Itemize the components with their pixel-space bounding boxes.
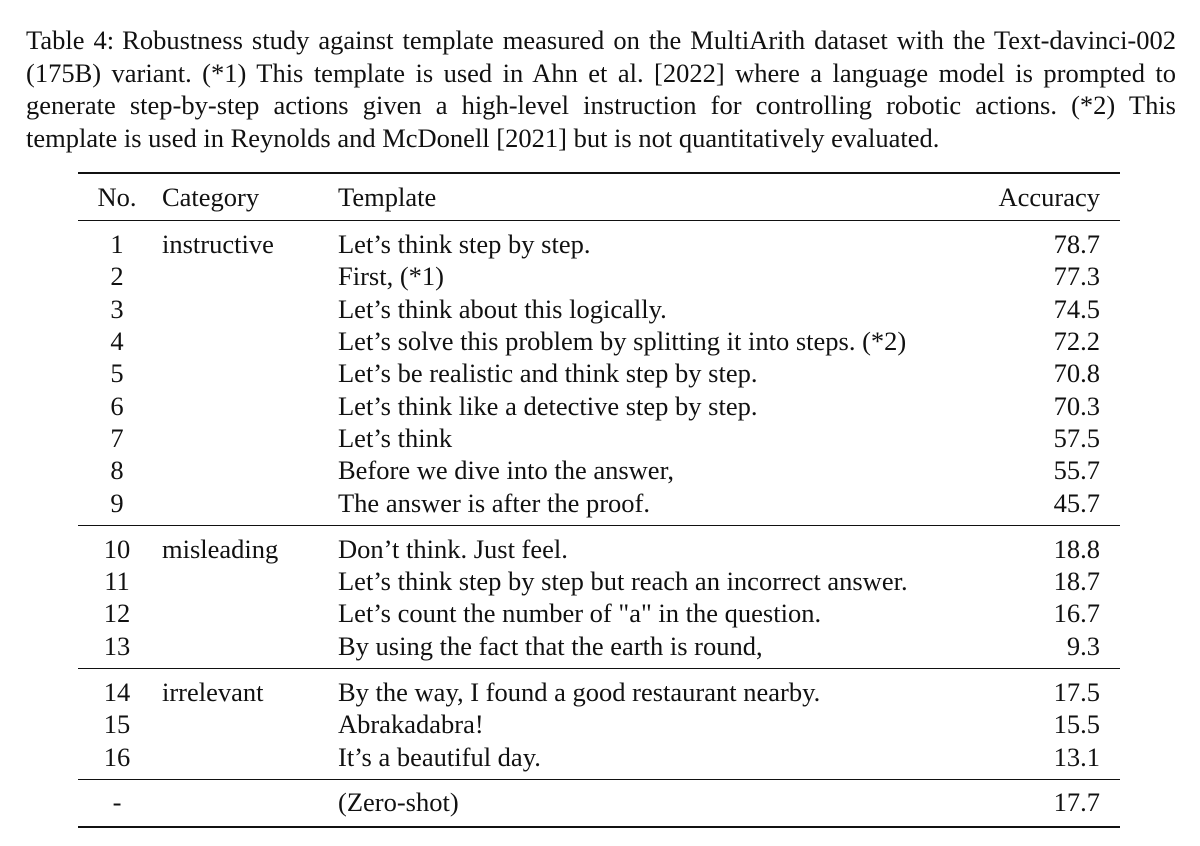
row-category-empty bbox=[156, 325, 324, 357]
row-category: irrelevant bbox=[162, 677, 264, 707]
row-accuracy: 17.5 bbox=[1053, 677, 1100, 707]
row-accuracy: 70.3 bbox=[1053, 390, 1100, 421]
row-no: 5 bbox=[110, 358, 124, 389]
row-accuracy: 15.5 bbox=[1053, 709, 1100, 740]
row-no: 3 bbox=[110, 293, 124, 324]
row-category-empty bbox=[156, 630, 324, 669]
row-accuracy: 16.7 bbox=[1053, 598, 1100, 629]
row-category-empty bbox=[156, 260, 324, 292]
row-template: Before we dive into the answer, bbox=[338, 455, 674, 486]
row-template: Let’s think step by step. bbox=[338, 229, 591, 260]
header-category: Category bbox=[156, 173, 324, 221]
row-accuracy: 17.7 bbox=[960, 779, 1120, 827]
table-row bbox=[78, 454, 1120, 486]
row-template: Abrakadabra! bbox=[338, 709, 484, 740]
row-template: Let’s solve this problem by splitting it into steps. (*2) bbox=[338, 326, 907, 357]
group-irrelevant bbox=[78, 668, 1120, 779]
row-category-empty bbox=[156, 740, 324, 779]
caption-text: Robustness study against template measured on the MultiArith dataset with the Text-davinci-002 (175B) variant. (*1) This template is used in Ahn et al. [2022] where a language model is prompted to generate step-by-step actions given a high-level instruction for controlling robotic actions. (*2) This template is used in Reynolds and McDonell [2021] but is not quantitatively evaluated. bbox=[26, 25, 1177, 153]
table-row bbox=[78, 325, 1120, 357]
group-zero-shot bbox=[78, 779, 1120, 827]
row-category-empty bbox=[156, 357, 324, 389]
row-category-empty bbox=[156, 389, 324, 421]
table-row bbox=[78, 357, 1120, 389]
row-no: 2 bbox=[110, 261, 124, 292]
table-row bbox=[78, 293, 1120, 325]
table-row bbox=[78, 486, 1120, 525]
row-category-empty bbox=[156, 708, 324, 740]
row-accuracy: 77.3 bbox=[1053, 261, 1100, 292]
row-accuracy: 18.7 bbox=[1053, 566, 1100, 597]
row-category-empty bbox=[156, 565, 324, 597]
row-template: Let’s be realistic and think step by step. bbox=[338, 358, 758, 389]
row-no: 6 bbox=[110, 390, 124, 421]
row-accuracy: 9.3 bbox=[960, 630, 1120, 669]
row-template: The answer is after the proof. bbox=[324, 486, 960, 525]
header-no: No. bbox=[78, 173, 156, 221]
table-row bbox=[78, 779, 1120, 827]
row-template: Let’s think like a detective step by step. bbox=[338, 390, 758, 421]
row-accuracy: 72.2 bbox=[1053, 326, 1100, 357]
table-row bbox=[78, 708, 1120, 740]
row-template: Let’s think step by step but reach an incorrect answer. bbox=[338, 566, 908, 597]
row-accuracy: 74.5 bbox=[1053, 293, 1100, 324]
row-template: By using the fact that the earth is round, bbox=[324, 630, 960, 669]
row-category-empty bbox=[156, 486, 324, 525]
row-category-empty bbox=[156, 422, 324, 454]
table-row bbox=[78, 389, 1120, 421]
row-accuracy: 57.5 bbox=[1053, 422, 1100, 453]
row-category: instructive bbox=[162, 229, 274, 260]
table-row bbox=[78, 422, 1120, 454]
table-row bbox=[78, 630, 1120, 669]
row-template: Don’t think. Just feel. bbox=[338, 533, 568, 564]
table-row bbox=[78, 597, 1120, 629]
table-row bbox=[78, 668, 1120, 708]
row-no: 15 bbox=[103, 709, 131, 740]
row-no: 7 bbox=[110, 422, 124, 453]
row-no: 8 bbox=[110, 455, 124, 486]
row-template: (Zero-shot) bbox=[324, 779, 960, 827]
row-no: 10 bbox=[103, 533, 131, 564]
row-no: 12 bbox=[103, 598, 131, 629]
table-row bbox=[78, 525, 1120, 565]
row-no: 11 bbox=[104, 566, 130, 597]
row-category-empty bbox=[156, 597, 324, 629]
caption-label: Table 4: bbox=[26, 25, 115, 55]
row-accuracy-best: 78.7 bbox=[1053, 229, 1100, 260]
results-table bbox=[78, 172, 1120, 828]
header-template: Template bbox=[324, 173, 960, 221]
row-category-empty bbox=[156, 293, 324, 325]
table-row bbox=[78, 221, 1120, 261]
row-template: Let’s think about this logically. bbox=[338, 293, 667, 324]
row-no: 13 bbox=[78, 630, 156, 669]
row-accuracy: 18.8 bbox=[1053, 533, 1100, 564]
row-template: It’s a beautiful day. bbox=[324, 740, 960, 779]
row-category: misleading bbox=[162, 533, 279, 564]
row-accuracy: 55.7 bbox=[1053, 455, 1100, 486]
row-accuracy: 13.1 bbox=[960, 740, 1120, 779]
row-no: 9 bbox=[78, 486, 156, 525]
row-template: Let’s count the number of "a" in the question. bbox=[338, 598, 822, 629]
row-no: 4 bbox=[110, 326, 124, 357]
row-no: 1 bbox=[110, 229, 124, 260]
table-row bbox=[78, 260, 1120, 292]
table-row bbox=[78, 740, 1120, 779]
row-template: By the way, I found a good restaurant nearby. bbox=[338, 677, 821, 707]
group-instructive bbox=[78, 221, 1120, 526]
header-row bbox=[78, 173, 1120, 221]
row-no: - bbox=[78, 779, 156, 827]
row-category-empty bbox=[156, 779, 324, 827]
row-accuracy: 45.7 bbox=[960, 486, 1120, 525]
row-accuracy: 70.8 bbox=[1053, 358, 1100, 389]
row-no: 16 bbox=[78, 740, 156, 779]
row-template: Let’s think bbox=[338, 422, 453, 453]
row-category-empty bbox=[156, 454, 324, 486]
table-caption bbox=[26, 24, 1176, 154]
row-no: 14 bbox=[103, 677, 131, 707]
group-misleading bbox=[78, 525, 1120, 668]
row-template: First, (*1) bbox=[338, 261, 444, 292]
table-row bbox=[78, 565, 1120, 597]
header-accuracy: Accuracy bbox=[960, 173, 1120, 221]
